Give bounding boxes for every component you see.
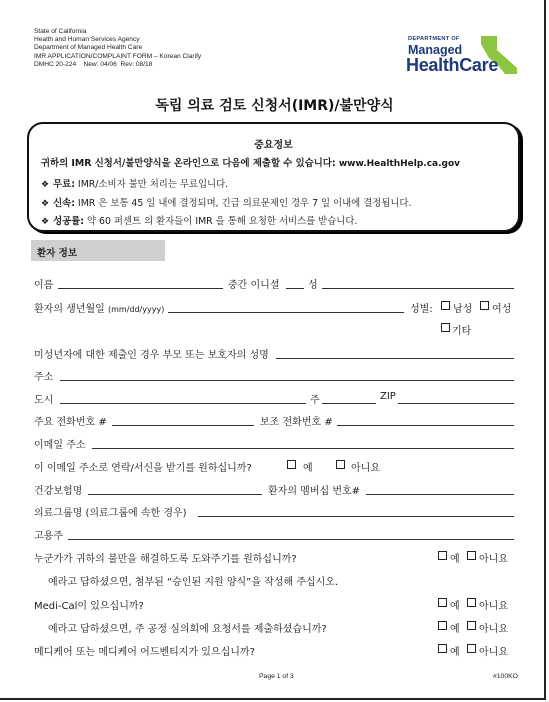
employer-field[interactable] <box>68 539 514 540</box>
medical-group-label: 의료그룹명 (의료그룹에 속한 경우) <box>34 508 187 519</box>
guardian-label: 미성년자에 대한 제출인 경우 부모 또는 보호자의 성명 <box>34 350 269 361</box>
medicare-no-label: 아니요 <box>479 647 508 658</box>
phone-main-field[interactable] <box>112 425 254 426</box>
last-name-label: 성 <box>308 280 318 291</box>
medical-yes-checkbox[interactable] <box>438 598 447 607</box>
medical-question: Medi-Cal이 있으십니까? <box>34 601 144 612</box>
email-no-checkbox[interactable] <box>336 460 345 469</box>
medicare-yes-checkbox[interactable] <box>438 644 447 653</box>
medical-yes-label: 예 <box>450 601 460 612</box>
state-field[interactable] <box>322 403 376 404</box>
zip-field[interactable] <box>398 403 514 404</box>
gender-female-label: 여성 <box>492 304 512 315</box>
email-label: 이메일 주소 <box>34 440 86 451</box>
health-plan-field[interactable] <box>88 494 262 495</box>
dob-field[interactable] <box>168 312 404 313</box>
phone-main-label: 주요 전화번호 # <box>34 417 107 428</box>
medical-no-label: 아니요 <box>479 601 508 612</box>
email-yes-checkbox[interactable] <box>287 460 296 469</box>
gender-other-label: 기타 <box>452 326 472 337</box>
header-line: State of California <box>34 28 87 35</box>
header-line: Department of Managed Health Care <box>34 44 143 52</box>
notice-bullet: ❖ 무료: IMR/소비자 불만 처리는 무료입니다. <box>41 179 229 190</box>
gender-other-checkbox[interactable] <box>441 323 450 332</box>
notice-url[interactable]: www.HealthHelp.ca.gov <box>338 159 461 169</box>
notice-title: 중요정보 <box>254 140 293 151</box>
hearing-no-label: 아니요 <box>479 624 508 635</box>
notice-bullet: ❖ 성공률: 약 60 퍼센트 의 환자들이 IMR 을 통해 요청한 서비스를 받습니다. <box>41 216 358 227</box>
dmhc-logo <box>405 34 525 80</box>
medicare-no-checkbox[interactable] <box>467 644 476 653</box>
health-plan-label: 건강보험명 <box>34 486 83 497</box>
middle-initial-label: 중간 이니셜 <box>228 280 280 291</box>
phone-alt-field[interactable] <box>337 425 514 426</box>
logo-managed: Managed <box>408 43 463 57</box>
form-code: #100KO <box>493 673 518 680</box>
state-label: 주 <box>310 395 320 406</box>
city-label: 도시 <box>34 395 54 406</box>
header-line: IMR APPLICATION/COMPLAINT FORM – Korean Clarify <box>34 52 202 60</box>
helper-note: 예라고 답하셨으면, 첨부된 “승인된 지원 양식”을 작성해 주십시오. <box>48 577 339 588</box>
medical-group-field[interactable] <box>198 516 514 517</box>
notice-online: 귀하의 IMR 신청서/불만양식을 온라인으로 다음에 제출할 수 있습니다: www.HealthHelp.ca.gov <box>41 158 461 169</box>
agency-header <box>34 28 201 69</box>
address-label: 주소 <box>34 372 54 383</box>
email-field[interactable] <box>92 448 514 449</box>
email-no-label: 아니요 <box>351 463 380 474</box>
helper-no-label: 아니요 <box>479 554 508 565</box>
helper-no-checkbox[interactable] <box>467 551 476 560</box>
helper-question: 누군가가 귀하의 불만을 해결하도록 도와주기를 원하십니까? <box>34 554 297 565</box>
page-number: Page 1 of 3 <box>259 673 294 680</box>
medical-no-checkbox[interactable] <box>467 598 476 607</box>
address-field[interactable] <box>60 380 514 381</box>
medicare-question: 메디케어 또는 메디케어 어드벤티지가 있으십니까? <box>34 647 255 658</box>
section-header: 환자 정보 <box>31 240 165 261</box>
diamond-bullet-icon: ❖ <box>41 199 50 209</box>
first-name-field[interactable] <box>58 288 223 289</box>
diamond-bullet-icon: ❖ <box>41 180 50 190</box>
employer-label: 고용주 <box>34 531 63 542</box>
dob-label: 환자의 생년월일 (mm/dd/yyyy) <box>34 304 165 315</box>
member-id-label: 환자의 멤버십 번호# <box>268 486 361 497</box>
email-yes-label: 예 <box>303 463 313 474</box>
gender-male-label: 남성 <box>453 304 473 315</box>
email-contact-question: 이 이메일 주소로 연락/서신을 받기를 원하십니까? <box>34 463 252 474</box>
important-info-box <box>27 122 520 232</box>
first-name-label: 이름 <box>34 280 54 291</box>
medicare-yes-label: 예 <box>450 647 460 658</box>
hearing-yes-label: 예 <box>450 624 460 635</box>
last-name-field[interactable] <box>322 288 514 289</box>
notice-bullet: ❖ 신속: IMR 은 보통 45 일 내에 결정되며, 긴급 의료문제인 경우 7 일 이내에 결정됩니다. <box>41 198 412 209</box>
gender-male-checkbox[interactable] <box>441 301 450 310</box>
gender-label: 성별: <box>410 304 433 315</box>
member-id-field[interactable] <box>366 494 514 495</box>
hearing-yes-checkbox[interactable] <box>438 621 447 630</box>
zip-label: ZIP <box>380 391 396 402</box>
helper-yes-label: 예 <box>450 554 460 565</box>
form-title: 독립 의료 검토 신청서(IMR)/불만양식 <box>155 98 394 114</box>
helper-yes-checkbox[interactable] <box>438 551 447 560</box>
header-line: Health and Human Services Agency <box>34 36 140 44</box>
hearing-no-checkbox[interactable] <box>467 621 476 630</box>
city-field[interactable] <box>60 403 306 404</box>
diamond-bullet-icon: ❖ <box>41 217 50 227</box>
gender-female-checkbox[interactable] <box>480 301 489 310</box>
logo-dept: DEPARTMENT OF <box>408 36 460 42</box>
medical-note: 예라고 답하셨으면, 주 공정 심의회에 요청서를 제출하셨습니까? <box>48 624 327 635</box>
header-line: DMHC 20-224 New: 04/06 Rev: 08/18 <box>34 60 153 68</box>
middle-initial-field[interactable] <box>286 288 304 289</box>
guardian-field[interactable] <box>276 358 514 359</box>
logo-health: HealthCare <box>406 55 499 75</box>
phone-alt-label: 보조 전화번호 # <box>260 417 333 428</box>
